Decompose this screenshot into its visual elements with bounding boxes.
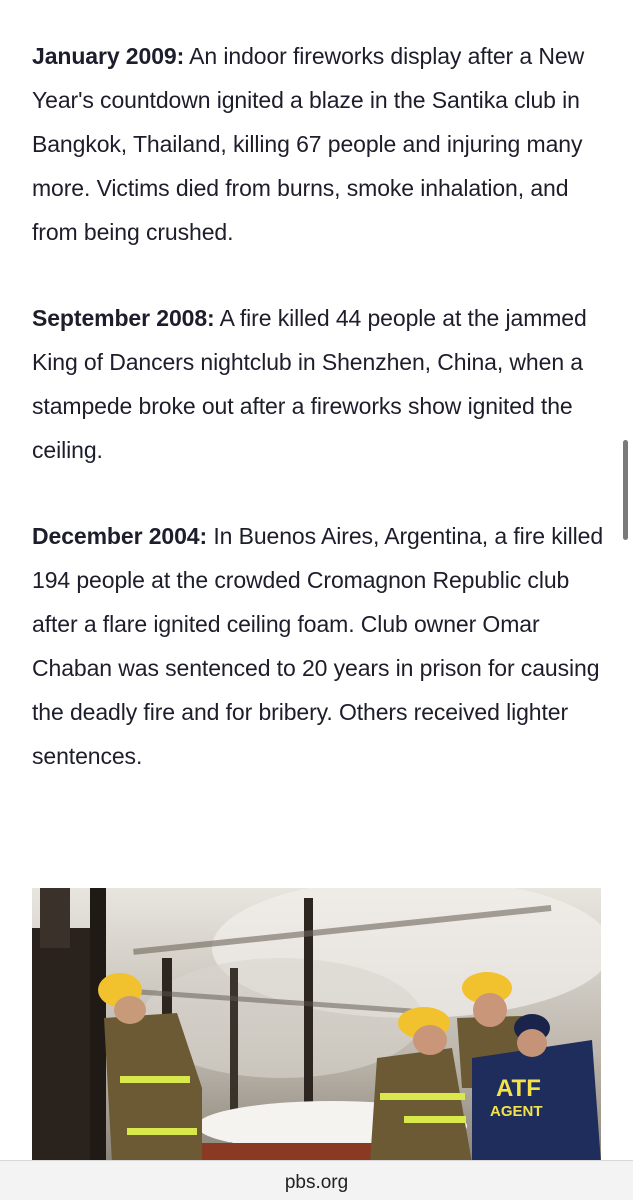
article-body — [32, 34, 604, 820]
article-photo — [32, 888, 601, 1163]
firefighters-scene-illustration — [32, 888, 601, 1163]
paragraph-text: In Buenos Aires, Argentina, a fire killed 194 people at the crowded Cromagnon Republic club after a flare ignited ceiling foam. Club owner Omar Chaban was sentenced to 20 years in prison for causing the deadly fire and for bribery. Others received lighter sentences. — [32, 523, 604, 769]
paragraph-text: A fire killed 44 people at the jammed King of Dancers nightclub in Shenzhen, China, when a stampede broke out after a fireworks show ignited the ceiling. — [32, 305, 587, 463]
paragraph-date: September 2008: — [32, 305, 215, 331]
url-domain[interactable]: pbs.org — [284, 1172, 349, 1193]
article-paragraph-jan-2009 — [32, 34, 604, 254]
article-paragraph-sep-2008 — [32, 296, 604, 472]
article-paragraph-dec-2004 — [32, 514, 604, 778]
vertical-scrollbar[interactable] — [623, 440, 628, 540]
vest-text-agent: AGENT — [490, 1103, 543, 1120]
paragraph-date: December 2004: — [32, 523, 208, 549]
vest-text-atf: ATF — [496, 1075, 541, 1102]
browser-url-bar[interactable] — [0, 1160, 633, 1200]
paragraph-text: An indoor fireworks display after a New Year's countdown ignited a blaze in the Santika club in Bangkok, Thailand, killing 67 people and injuring many more. Victims died from burns, smoke inhalation, and from being crushed. — [32, 43, 585, 245]
paragraph-date: January 2009: — [32, 43, 185, 69]
